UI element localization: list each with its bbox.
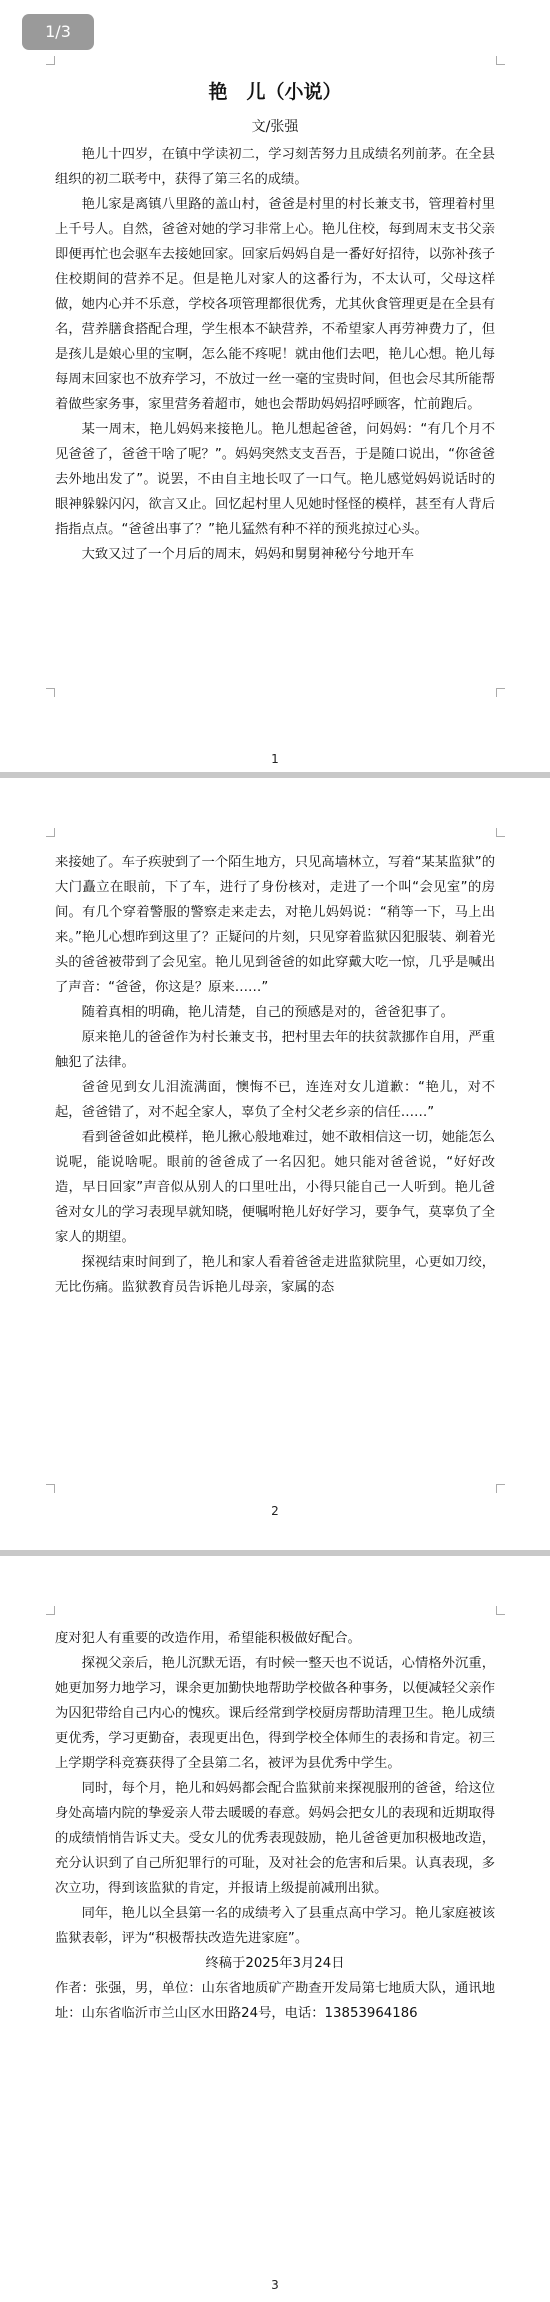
page-corner-mark bbox=[496, 1606, 505, 1615]
paragraph: 随着真相的明确，艳儿清楚，自己的预感是对的，爸爸犯事了。 bbox=[81, 1005, 454, 1020]
completion-date: 终稿于2025年3月24日 bbox=[205, 1956, 345, 1971]
document-page-1 bbox=[0, 0, 550, 772]
page-indicator[interactable]: 1/3 bbox=[22, 14, 94, 50]
paragraph: 同时，每个月，艳儿和妈妈都会配合监狱前来探视服刑的爸爸，给这位身处高墙内院的挚爱亲人带去暖暖的春意。妈妈会把女儿的表现和近期取得的成绩悄悄告诉丈夫。受女儿的优秀表现鼓励，艳儿爸爸更加积极地改造，充分认识到了自己所犯罪行的可耻，及对社会的危害和后果。认真表现，多次立功，得到该监狱的肯定，并报请上级提前减刑出狱。 bbox=[55, 1781, 495, 1896]
page-corner-mark bbox=[46, 56, 55, 65]
page-corner-mark bbox=[46, 1606, 55, 1615]
page-number: 2 bbox=[271, 1504, 279, 1518]
paragraph: 探视结束时间到了，艳儿和家人看着爸爸走进监狱院里，心更如刀绞，无比伤痛。监狱教育员告诉艳儿母亲，家属的态 bbox=[55, 1255, 495, 1295]
document-title: 艳 儿（小说） bbox=[208, 81, 342, 103]
page-corner-mark bbox=[496, 828, 505, 837]
paragraph: 艳儿十四岁，在镇中学读初二，学习刻苦努力且成绩名列前茅。在全县组织的初二联考中，获得了第三名的成绩。 bbox=[55, 147, 495, 187]
paragraph: 原来艳儿的爸爸作为村长兼支书，把村里去年的扶贫款挪作自用，严重触犯了法律。 bbox=[55, 1030, 495, 1070]
page-number: 1 bbox=[271, 752, 279, 766]
page-corner-mark bbox=[496, 56, 505, 65]
page-corner-mark bbox=[46, 828, 55, 837]
paragraph: 来接她了。车子疾驶到了一个陌生地方，只见高墙林立，写着“某某监狱”的大门矗立在眼前，下了车，进行了身份核对，走进了一个叫“会见室”的房间。有几个穿着警服的警察走来走去，对艳儿妈妈说：“稍等一下，马上出来。”艳儿心想昨到这里了？正疑问的片刻，只见穿着监狱囚犯服装、剃着光头的爸爸被带到了会见室。艳儿见到爸爸的如此穿戴大吃一惊，几乎是喊出了声音：“爸爸，你这是？原来……” bbox=[55, 855, 495, 995]
document-page-3 bbox=[0, 1556, 550, 2302]
paragraph: 度对犯人有重要的改造作用，希望能积极做好配合。 bbox=[55, 1631, 361, 1646]
page-number: 3 bbox=[271, 2278, 279, 2292]
paragraph: 某一周末，艳儿妈妈来接艳儿。艳儿想起爸爸，问妈妈：“有几个月不见爸爸了，爸爸干啥了呢？”。妈妈突然支支吾吾，于是随口说出，“你爸爸去外地出发了”。说罢，不由自主地长叹了一口气。艳儿感觉妈妈说话时的眼神躲躲闪闪，欲言又止。回忆起村里人见她时怪怪的模样，甚至有人背后指指点点。“爸爸出事了？”艳儿猛然有种不祥的预兆掠过心头。 bbox=[55, 422, 495, 537]
page-corner-mark bbox=[496, 688, 505, 697]
document-author: 文/张强 bbox=[251, 119, 299, 135]
paragraph: 看到爸爸如此模样，艳儿揪心般地难过，她不敢相信这一切，她能怎么说呢，能说啥呢。眼前的爸爸成了一名囚犯。她只能对爸爸说，“好好改造，早日回家”声音似从别人的口里吐出，小得只能自己一人听到。艳儿爸爸对女儿的学习表现早就知晓，便嘱咐艳儿好好学习，要争气，莫辜负了全家人的期望。 bbox=[55, 1130, 495, 1245]
document-page-2 bbox=[0, 778, 550, 1550]
paragraph: 艳儿家是离镇八里路的盖山村，爸爸是村里的村长兼支书，管理着村里上千号人。自然，爸爸对她的学习非常上心。艳儿住校，每到周末支书父亲即便再忙也会驱车去接她回家。回家后妈妈自是一番好好招待，以弥补孩子住校期间的营养不足。但是艳儿对家人的这番行为，不太认可，父母这样做，她内心并不乐意，学校各项管理都很优秀，尤其伙食管理更是在全县有名，营养膳食搭配合理，学生根本不缺营养，不希望家人再劳神费力了，但是孩儿是娘心里的宝啊，怎么能不疼呢！就由他们去吧，艳儿心想。艳儿每每周末回家也不放弃学习，不放过一丝一毫的宝贵时间，但也会尽其所能帮着做些家务事，家里营务着超市，她也会帮助妈妈招呼顾客，忙前跑后。 bbox=[55, 197, 495, 412]
paragraph: 同年，艳儿以全县第一名的成绩考入了县重点高中学习。艳儿家庭被该监狱表彰，评为“积极帮扶改造先进家庭”。 bbox=[55, 1906, 495, 1946]
author-info: 作者：张强，男，单位：山东省地质矿产勘查开发局第七地质大队，通讯地址：山东省临沂市兰山区水田路24号，电话：13853964186 bbox=[55, 1981, 495, 2021]
page-corner-mark bbox=[46, 1484, 55, 1493]
page-corner-mark bbox=[46, 688, 55, 697]
paragraph: 探视父亲后，艳儿沉默无语，有时候一整天也不说话，心情格外沉重，她更加努力地学习，课余更加勤快地帮助学校做各种事务，以便减轻父亲作为囚犯带给自己内心的愧疚。课后经常到学校厨房帮助清理卫生。艳儿成绩更优秀，学习更勤奋，表现更出色，得到学校全体师生的表扬和肯定。初三上学期学科竞赛获得了全县第二名，被评为县优秀中学生。 bbox=[55, 1656, 495, 1771]
paragraph: 爸爸见到女儿泪流满面，懊悔不已，连连对女儿道歉：“艳儿，对不起，爸爸错了，对不起全家人，辜负了全村父老乡亲的信任……” bbox=[55, 1080, 495, 1120]
page-corner-mark bbox=[496, 1484, 505, 1493]
paragraph: 大致又过了一个月后的周末，妈妈和舅舅神秘兮兮地开车 bbox=[81, 547, 415, 562]
